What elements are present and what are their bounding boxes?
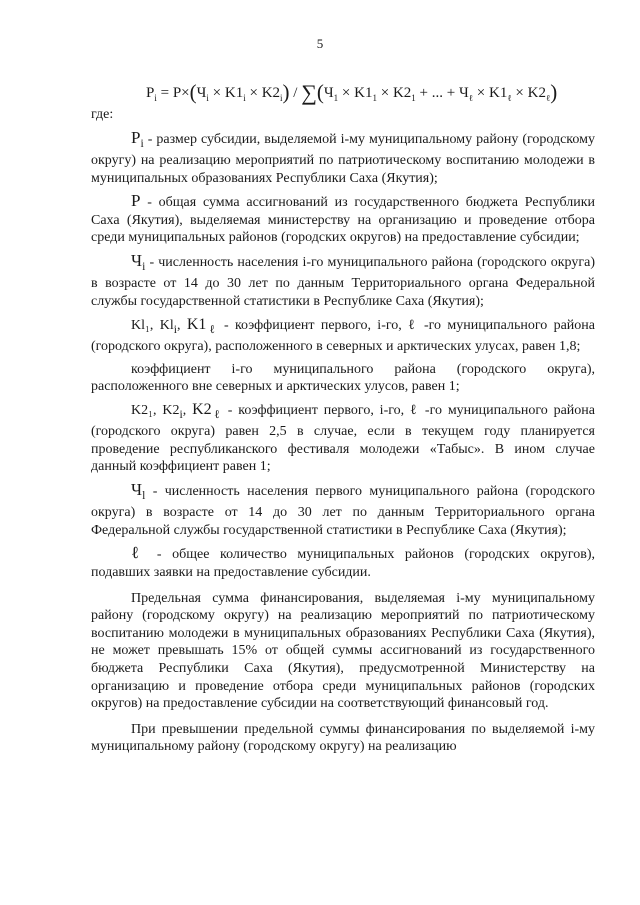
formula-den-k1l-sub: ℓ	[507, 93, 512, 103]
symbol-l: ℓ	[131, 543, 147, 563]
formula-div: /	[289, 85, 302, 101]
paragraph-limit: Предельная сумма финансирования, выделяемая i-му муниципальному району (городскому округу) на реализацию мероприятий по патриотическому воспитанию молодежи в муниципальных образованиях Республики Саха (Якутия), не может превышать 15% от общей суммы ассигнований из государственного бюджета Республики Саха (Якутия), предусмотренной Министерству на организацию и проведение отбора среди муниципальных районов (городских округов) на предоставление субсидии на соответствующий финансовый год.	[91, 590, 595, 712]
symbol-k1-list-sub: i	[173, 322, 177, 336]
formula-lhs-sub: i	[154, 93, 157, 103]
document-body	[91, 106, 595, 761]
page-number: 5	[316, 36, 324, 51]
where-label: где:	[91, 107, 114, 122]
symbol-k2-list-sub: i	[179, 407, 183, 421]
definition-p-text: - общая сумма ассигнований из государственного бюджета Республики Саха (Якутия), выделяемая министерству на организацию и проведение отбора среди муниципальных районов (городских округов) на предоставление субсидии;	[91, 195, 595, 246]
formula-times: ×	[511, 85, 528, 101]
symbol-chi: Ч	[131, 250, 143, 270]
symbol-k1-list-tail: ,	[176, 317, 181, 333]
definition-ch1	[91, 481, 595, 540]
symbol-k1-list: Kl₁, Kl	[131, 317, 174, 333]
definition-l-text: - общее количество муниципальных районов (городских округов), подавших заявки на предоставление субсидии.	[91, 547, 595, 581]
formula-open-paren: (	[189, 80, 197, 104]
definition-k1	[91, 316, 595, 356]
formula-den-k11-sub: 1	[372, 93, 377, 103]
formula-den-chl-sub: ℓ	[468, 93, 474, 103]
symbol-ch1-sub: l	[142, 488, 146, 502]
symbol-p: P	[131, 191, 141, 211]
formula-times: ×	[338, 85, 355, 101]
definition-pi-text: - размер субсидии, выделяемой i-му муниципальному району (городскому округу) на реализацию мероприятий по патриотическому воспитанию молодежи в муниципальных образованиях Республики Саха (Якутия);	[91, 131, 595, 186]
formula-den-ch1: Ч	[323, 85, 334, 101]
formula-den-chl: Ч	[458, 85, 469, 101]
formula-num-k1-sub: i	[243, 93, 246, 103]
definition-k2-text: - коэффициент первого, i-го, ℓ -го муниципального района (городского округа) равен 2,5 в случае, если в текущем году планируется проведение республиканского фестиваля молодежи «Табыс». В ином случае данный коэффициент равен 1;	[91, 402, 595, 475]
formula-sum-sign: ∑	[301, 80, 317, 105]
formula-den-k1l: K1	[488, 85, 508, 101]
formula-eq: = P×	[156, 85, 190, 101]
symbol-chi-sub: i	[142, 259, 146, 273]
definition-ch1-text: - численность населения первого муниципального района (городского округа) в возрасте от 14 до 30 лет по данным Территориального органа Федеральной службы государственной статистики в Республике Саха (Якутия);	[91, 483, 595, 538]
definition-k1-other: коэффициент i-го муниципального района (городского округа), расположенного вне северных и арктических улусов, равен 1;	[91, 361, 595, 395]
formula-den-ch1-sub: 1	[333, 93, 339, 103]
formula-den-k2l: K2	[527, 85, 546, 101]
formula-times: ×	[208, 85, 225, 101]
formula-open-paren-2: (	[316, 80, 324, 104]
definition-chi	[91, 252, 595, 311]
symbol-k2-big: K2	[192, 400, 212, 418]
formula-num-ch-sub: i	[206, 93, 209, 103]
symbol-k2-list-tail: ,	[182, 402, 187, 418]
formula-num-ch: Ч	[196, 85, 207, 101]
formula-close-paren-2: )	[550, 80, 558, 104]
formula-num-k1: K1	[224, 85, 244, 101]
definition-l	[91, 544, 595, 581]
formula-close-paren: )	[282, 80, 290, 104]
formula-den-k2l-sub: ℓ	[545, 93, 551, 103]
definition-p	[91, 192, 595, 247]
symbol-k1-big-sub: ℓ	[206, 322, 218, 336]
formula-plus: + ... +	[415, 85, 459, 101]
subsidy-formula	[146, 80, 557, 106]
formula-den-k21: K2	[392, 85, 412, 101]
formula-times: ×	[473, 85, 489, 101]
symbol-pi-sub: i	[140, 136, 144, 150]
symbol-k1-big: K1	[186, 315, 207, 333]
symbol-ch1: Ч	[131, 479, 143, 499]
paragraph-excess: При превышении предельной суммы финансирования по выделяемой i-му муниципальному району (городскому округу) на реализацию	[91, 721, 595, 755]
formula-times: ×	[245, 85, 262, 101]
definition-k1-text: - коэффициент первого, i-го, ℓ -го муниципального района (городского округа), расположенного в северных и арктических улусах, равен 1,8;	[91, 317, 596, 354]
formula-lhs: P	[146, 85, 155, 101]
definition-k2	[91, 401, 595, 476]
symbol-k2-big-sub: ℓ	[211, 407, 222, 421]
formula-den-k11: K1	[354, 85, 373, 101]
definition-pi	[91, 129, 595, 188]
formula-num-k2-sub: i	[280, 93, 283, 103]
symbol-k2-list: K2₁, K2	[131, 402, 180, 418]
formula-den-k21-sub: 1	[411, 93, 416, 103]
symbol-pi: P	[131, 127, 141, 147]
formula-times: ×	[376, 85, 393, 101]
formula-num-k2: K2	[261, 85, 281, 101]
definition-chi-text: - численность населения i-го муниципального района (городского округа) в возрасте от 14 до 30 лет по данным Территориального органа Федеральной службы государственной статистики в Республике Саха (Якутия);	[91, 254, 595, 309]
